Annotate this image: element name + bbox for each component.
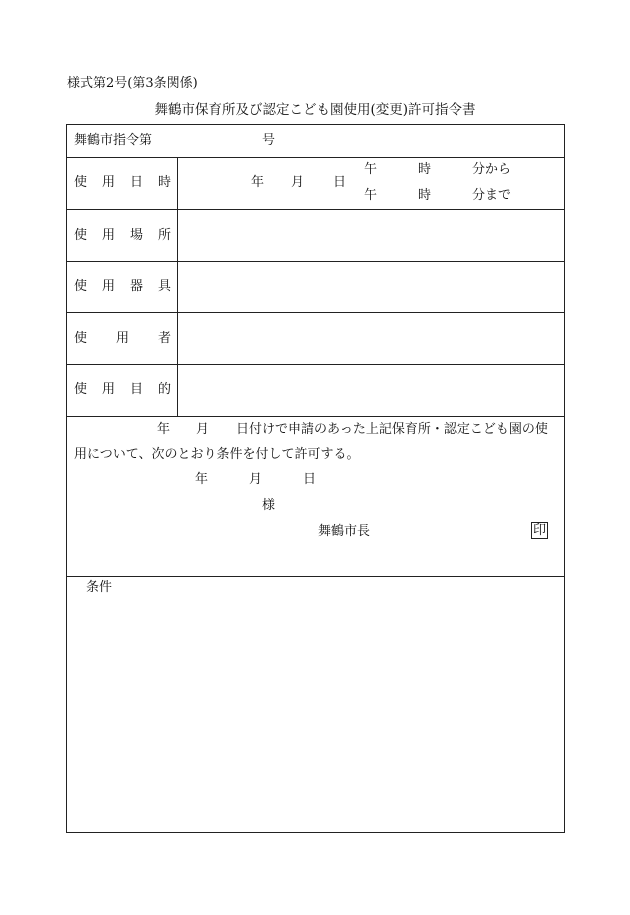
label-purpose: 使 用 目 的 [74, 382, 172, 397]
end-ampm: 午 [364, 188, 378, 203]
row-divider [66, 209, 565, 210]
end-minute: 分まで [472, 188, 512, 203]
datetime-month: 月 [291, 175, 305, 190]
row-divider [66, 261, 565, 262]
label-user: 使 用 者 [74, 331, 172, 346]
start-ampm: 午 [364, 162, 378, 177]
conditions-label: 条件 [86, 580, 113, 595]
body-year: 年 [157, 422, 171, 437]
addressee-sama: 様 [262, 498, 276, 513]
issue-year: 年 [195, 472, 209, 487]
label-column-divider [177, 157, 178, 416]
seal-mark: 印 [533, 523, 547, 538]
row-divider [66, 576, 565, 577]
datetime-day: 日 [333, 175, 347, 190]
body-line2: 用について、次のとおり条件を付して許可する。 [74, 447, 360, 462]
order-suffix: 号 [262, 133, 276, 148]
start-hour: 時 [418, 162, 432, 177]
order-prefix: 舞鶴市指令第 [74, 133, 153, 148]
row-divider [66, 312, 565, 313]
row-divider [66, 157, 565, 158]
label-datetime: 使 用 日 時 [74, 175, 172, 190]
document-title: 舞鶴市保育所及び認定こども園使用(変更)許可指令書 [154, 102, 476, 118]
start-minute: 分から [472, 162, 512, 177]
datetime-year: 年 [251, 175, 265, 190]
row-divider [66, 364, 565, 365]
body-line1: 日付けで申請のあった上記保育所・認定こども園の使 [236, 422, 548, 437]
label-place: 使 用 場 所 [74, 228, 172, 243]
row-divider [66, 416, 565, 417]
body-month: 月 [196, 422, 210, 437]
issue-day: 日 [303, 472, 317, 487]
end-hour: 時 [418, 188, 432, 203]
issue-month: 月 [249, 472, 263, 487]
mayor-title: 舞鶴市長 [318, 524, 371, 539]
form-number: 様式第2号(第3条関係) [67, 76, 198, 91]
label-equipment: 使 用 器 具 [74, 279, 172, 294]
